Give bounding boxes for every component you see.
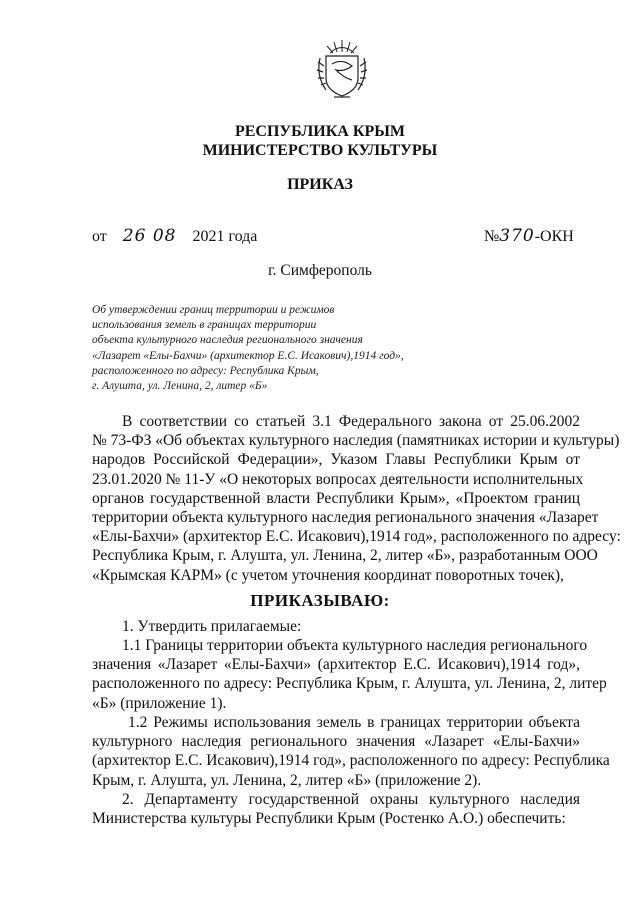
handwritten-number: 370 [499,226,535,246]
item-1-1-line: расположенного по адресу: Республика Крым, г. Алушта, ул. Ленина, 2, литер [92,675,607,693]
preamble-line: 23.01.2020 № 11-У «О некоторых вопросах деятельности исполнительных [92,470,584,488]
city-label: г. Симферополь [268,262,372,279]
preamble-line: № 73-ФЗ «Об объектах культурного наследия (памятниках истории и культуры) [92,432,620,450]
item-1-1 [92,636,607,713]
subject-line: расположенного по адресу: Республика Крым, [92,364,319,377]
subject-line: г. Алушта, ул. Ленина, 2, литер «Б» [92,380,268,393]
item-1-1-line: 1.1 Границы территории объекта культурного наследия регионального [122,637,588,654]
number-prefix: № [484,228,500,245]
item-1-2-line: 1.2 Режимы использования земель в границах территории объекта [128,714,580,731]
from-label: от [92,228,107,245]
republic-title: РЕСПУБЛИКА КРЫМ [234,123,406,140]
subject-line: «Лазарет «Елы-Бахчи» (архитектор Е.С. Исакович),1914 год», [92,349,404,362]
preamble-line: «Крымская КАРМ» (с учетом уточнения координат поворотных точек), [92,566,564,584]
preamble-line: народов Российской Федерации», Указом Главы Республики Крым от [92,451,580,469]
item-1-2 [92,713,610,790]
order-subject [92,303,472,394]
order-word: ПРИКАЗЫВАЮ: [250,591,390,610]
item-2 [92,790,580,828]
subject-line: Об утверждении границ территории и режимов [92,304,335,316]
order-date [92,226,257,246]
order-year: 2021 года [192,228,258,245]
document-type-title: ПРИКАЗ [287,176,353,193]
subject-line: объекта культурного наследия регионального значения [92,334,363,347]
ministry-title: МИНИСТЕРСТВО КУЛЬТУРЫ [202,142,438,159]
preamble-line: «Елы-Бахчи» (архитектор Е.С. Исакович),1914 год», расположенного по адресу: [92,528,621,546]
item-1-2-line: Крым, г. Алушта, ул. Ленина, 2, литер «Б» (приложение 2). [92,771,482,789]
item-1-line: 1. Утвердить прилагаемые: [122,618,302,635]
item-1-1-line: значения «Лазарет «Елы-Бахчи» (архитектор Е.С. Исакович),1914 год», [92,656,580,674]
preamble-line: территории объекта культурного наследия регионального значения «Лазарет [92,509,599,527]
subject-line: использования земель в границах территории [92,319,317,332]
order-number [484,226,574,246]
item-1-1-line: «Б» (приложение 1). [92,694,227,712]
item-1-2-line: (архитектор Е.С. Исакович),1914 год», расположенного по адресу: Республика [92,752,610,770]
handwritten-date: 26 08 [122,226,177,246]
number-suffix: -ОКН [534,228,574,245]
crimea-coat-of-arms-emblem [314,36,370,100]
preamble-paragraph [92,412,621,585]
item-1 [92,617,580,636]
item-1-2-line: культурного наследия регионального значения «Лазарет «Елы-Бахчи» [92,733,580,751]
item-2-line: 2. Департаменту государственной охраны культурного наследия [122,791,580,808]
item-2-line: Министерства культуры Республики Крым (Ростенко А.О.) обеспечить: [92,810,566,828]
preamble-line: В соответствии со статьей 3.1 Федерального закона от 25.06.2002 [122,413,580,430]
preamble-line: органов государственной власти Республики Крым», «Проектом границ [92,489,580,507]
preamble-line: Республика Крым, г. Алушта, ул. Ленина, 2, литер «Б», разработанным ООО [92,547,598,565]
